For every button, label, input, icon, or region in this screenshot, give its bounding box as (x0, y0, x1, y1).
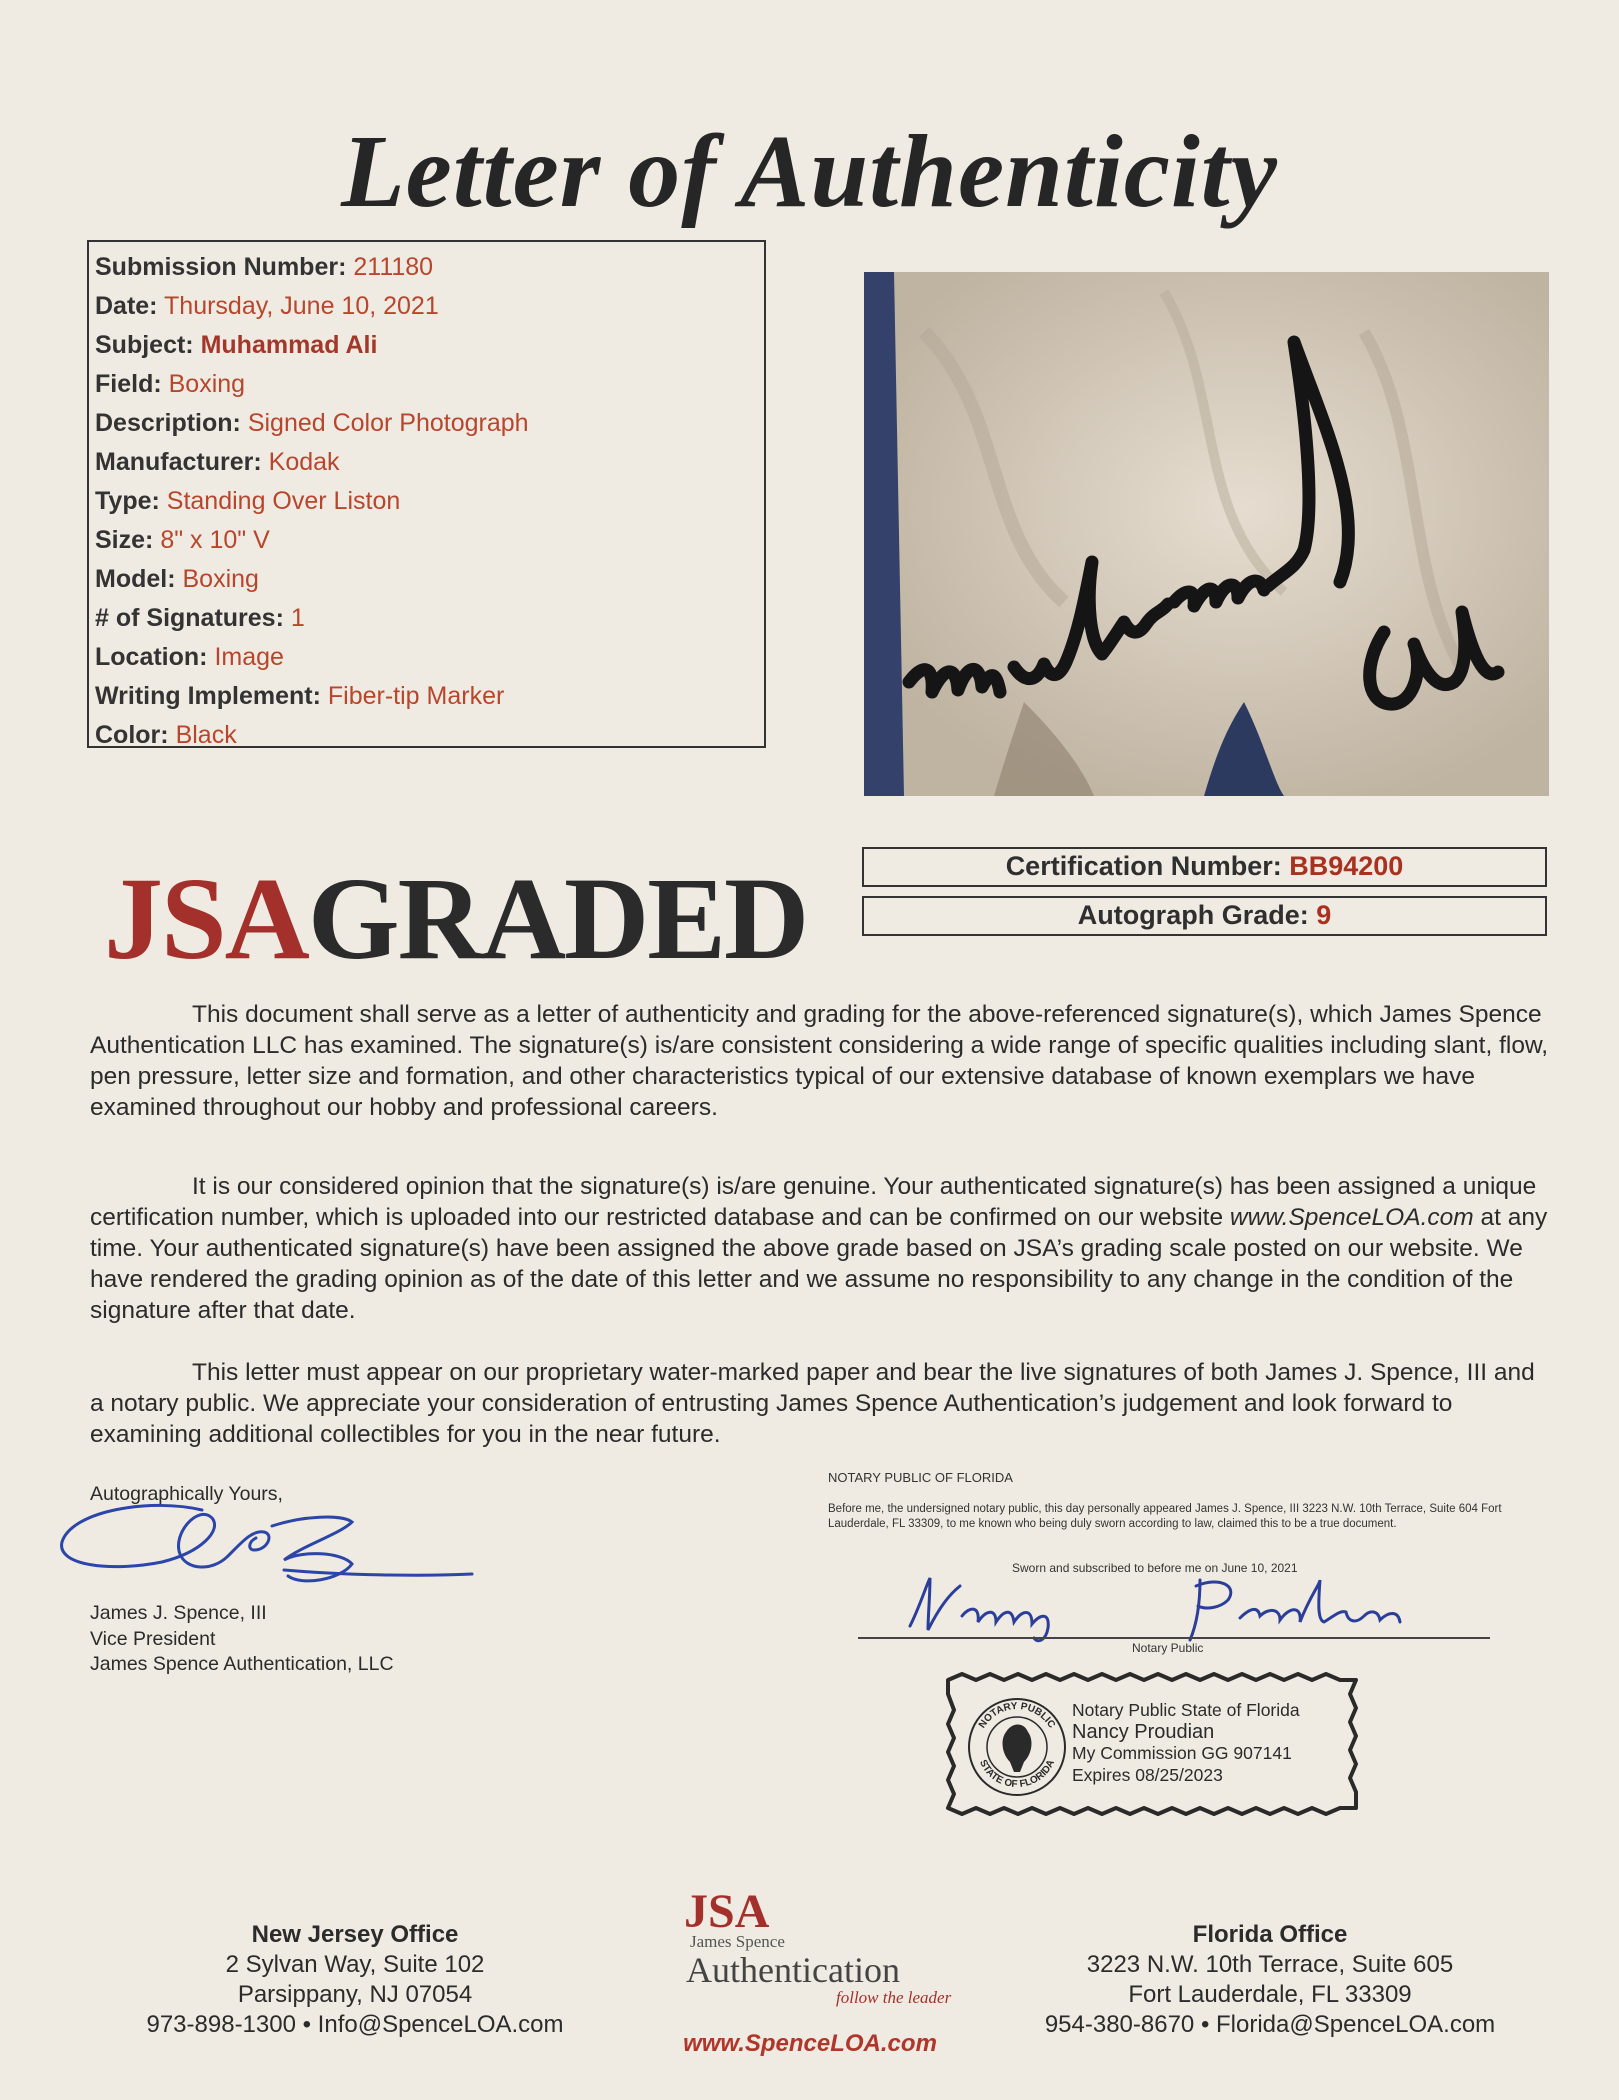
notary-heading: NOTARY PUBLIC OF FLORIDA (828, 1470, 1013, 1485)
fl-office-address-1: 3223 N.W. 10th Terrace, Suite 605 (1086, 1951, 1454, 1978)
certification-number-box (862, 847, 1547, 887)
nj-office-address-1: 2 Sylvan Way, Suite 102 (225, 1951, 485, 1978)
signer-company: James Spence Authentication, LLC (90, 1653, 394, 1675)
new-jersey-office (90, 1920, 620, 2040)
stamp-line-1: Notary Public State of Florida (1072, 1700, 1300, 1720)
jsa-authentication-logo (640, 1885, 960, 2008)
detail-value: Fiber-tip Marker (327, 682, 505, 710)
logo-authentication-text: Authentication (686, 1950, 900, 1990)
autograph-signature-image (864, 272, 1549, 796)
stamp-line-3: My Commission GG 907141 (1072, 1743, 1292, 1763)
detail-value: Kodak (268, 448, 340, 476)
certification-value: BB94200 (1289, 851, 1404, 881)
nj-office-contact: 973-898-1300 • Info@SpenceLOA.com (146, 2011, 564, 2038)
detail-row (95, 326, 764, 365)
notary-stamp-text (1072, 1700, 1300, 1786)
stamp-line-2: Nancy Proudian (1072, 1720, 1215, 1743)
notary-signature-line (858, 1637, 1490, 1639)
certification-label: Certification Number: (1005, 851, 1282, 881)
signer-name: James J. Spence, III (90, 1602, 267, 1624)
spence-signature-image (52, 1490, 492, 1600)
detail-value: Boxing (168, 370, 246, 398)
detail-row (95, 404, 764, 443)
detail-row (95, 482, 764, 521)
detail-row (95, 287, 764, 326)
detail-row (95, 365, 764, 404)
detail-value: 211180 (353, 253, 434, 281)
paragraph-2-text-b: at any time. Your authenticated signature(s) have been assigned the above grade based on JSA’s grading scale posted on our website. We have rendered the grading opinion as of the date of this letter and we assume no responsibility to any change in the condition of the signature after that date. (90, 1204, 1548, 1324)
paragraph-3-text: This letter must appear on our proprietary water-marked paper and bear the live signatures of both James J. Spence, III and a notary public. We appreciate your consideration of entrusting James Spence Authentication’s judgement and look forward to examining additional collectibles for you in the near future. (90, 1359, 1535, 1448)
signer-details (90, 1601, 394, 1678)
notary-sworn-date: Sworn and subscribed to before me on June 10, 2021 (1012, 1561, 1298, 1575)
detail-value: Standing Over Liston (166, 487, 401, 515)
grade-value: 9 (1316, 900, 1332, 930)
submission-details-box (87, 240, 766, 748)
detail-value: 8" x 10" V (160, 526, 270, 554)
paragraph-3 (90, 1357, 1550, 1450)
paragraph-2-text-a: It is our considered opinion that the signature(s) is/are genuine. Your authenticated signature(s) has been assigned a unique certification number, which is uploaded into our restricted database and can be confirmed on our website (90, 1173, 1537, 1231)
detail-row (95, 521, 764, 560)
notary-signature-image (900, 1566, 1480, 1646)
detail-label: Model: (95, 565, 176, 593)
graded-logo-text: GRADED (307, 853, 808, 984)
logo-james-spence-text: James Spence (690, 1932, 785, 1951)
page-title: Letter of Authenticity (341, 114, 1278, 229)
detail-value: Boxing (182, 565, 259, 593)
detail-label: # of Signatures: (95, 604, 284, 632)
detail-label: Manufacturer: (95, 448, 262, 476)
detail-value: Image (214, 643, 284, 671)
detail-row (95, 599, 764, 638)
fl-office-heading: Florida Office (1192, 1921, 1348, 1948)
detail-row (95, 560, 764, 599)
detail-label: Date: (95, 292, 158, 320)
detail-row (95, 248, 764, 287)
notary-seal-icon (962, 1692, 1072, 1802)
detail-label: Location: (95, 643, 208, 671)
detail-value: 1 (290, 604, 305, 632)
seal-top-text: NOTARY PUBLIC (976, 1700, 1058, 1731)
website-url-inline: www.SpenceLOA.com (1229, 1204, 1474, 1231)
detail-label: Submission Number: (95, 253, 347, 281)
paragraph-2 (90, 1171, 1550, 1326)
florida-office (1000, 1920, 1540, 2040)
detail-label: Writing Implement: (95, 682, 321, 710)
seal-bottom-text: STATE OF FLORIDA (977, 1758, 1058, 1791)
grade-label: Autograph Grade: (1077, 900, 1309, 930)
detail-label: Color: (95, 721, 169, 749)
detail-label: Subject: (95, 331, 194, 359)
autograph-grade-box (862, 896, 1547, 936)
detail-row (95, 677, 764, 716)
signer-role: Vice President (90, 1627, 216, 1650)
detail-row (95, 443, 764, 482)
notary-statement: Before me, the undersigned notary public, this day personally appeared James J. Spence, III 3223 N.W. 10th Terrace, Suite 604 Fort Lauderdale, FL 33309, to me known who being duly sworn according to law, claimed this to be a true document. (828, 1503, 1502, 1530)
logo-jsa-text: JSA (684, 1885, 770, 1938)
stamp-line-4: Expires 08/25/2023 (1072, 1764, 1223, 1785)
detail-label: Type: (95, 487, 160, 515)
nj-office-heading: New Jersey Office (251, 1921, 459, 1948)
jsa-logo-text: JSA (104, 853, 308, 984)
detail-label: Size: (95, 526, 154, 554)
fl-office-contact: 954-380-8670 • Florida@SpenceLOA.com (1044, 2011, 1496, 2038)
fl-office-address-2: Fort Lauderdale, FL 33309 (1128, 1981, 1412, 2008)
logo-tagline: follow the leader (836, 1988, 952, 2007)
detail-value: Signed Color Photograph (247, 409, 529, 437)
footer-website-url: www.SpenceLOA.com (683, 2030, 937, 2057)
detail-label: Field: (95, 370, 162, 398)
nj-office-address-2: Parsippany, NJ 07054 (237, 1981, 473, 2008)
signed-photo-crop (864, 272, 1549, 796)
detail-row (95, 716, 764, 755)
paragraph-1 (90, 999, 1550, 1123)
detail-value: Muhammad Ali (200, 331, 378, 359)
notary-line-label: Notary Public (1132, 1641, 1204, 1655)
detail-row (95, 638, 764, 677)
jsa-graded-logo (104, 853, 808, 984)
signoff-closing: Autographically Yours, (90, 1483, 283, 1505)
detail-value: Thursday, June 10, 2021 (164, 292, 439, 320)
paragraph-1-text: This document shall serve as a letter of authenticity and grading for the above-referenced signature(s), which James Spence Authentication LLC has examined. The signature(s) is/are consistent considering a wide range of specific qualities including slant, flow, pen pressure, letter size and formation, and other characteristics typical of our extensive database of known exemplars we have examined throughout our hobby and professional careers. (90, 1001, 1549, 1121)
detail-value: Black (175, 721, 237, 749)
detail-label: Description: (95, 409, 241, 437)
